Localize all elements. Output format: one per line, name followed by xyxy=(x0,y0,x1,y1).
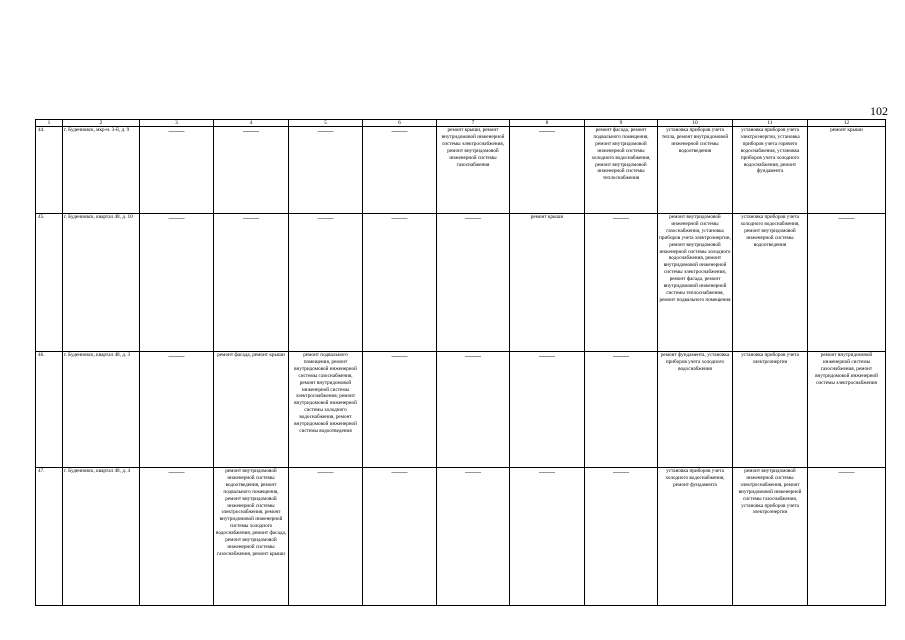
table-cell: установка приборов учета электроэнергии xyxy=(733,352,808,468)
column-number-8: 8 xyxy=(510,120,585,127)
table-row xyxy=(36,127,886,214)
table-cell xyxy=(140,468,214,606)
table-cell: установка приборов учета тепла, ремонт внутридомовой инженерной системы водоотведения xyxy=(658,127,733,214)
empty-cell-dash: —— xyxy=(168,126,185,135)
table-cell xyxy=(437,352,510,468)
empty-cell-dash: —— xyxy=(539,467,555,476)
empty-cell-dash: —— xyxy=(243,213,259,222)
table-cell: установка приборов учета холодного водоснабжения, ремонт внутридомовой инженерной системы водоотведения xyxy=(733,214,808,352)
page-number: 102 xyxy=(870,104,888,118)
empty-cell-dash: —— xyxy=(539,351,555,360)
table-cell: ремонт подвального помещения, ремонт внутридомовой инженерной системы газоснабжения, ремонт внутридомовой инженерной системы электроснабжения, ремонт внутридомовой инженерной системы холодного водоснабжения, ремонт внутридомовой инженерной системы водоотведения xyxy=(289,352,363,468)
column-number-7: 7 xyxy=(437,120,510,127)
table-cell xyxy=(363,214,437,352)
empty-cell-dash: —— xyxy=(317,126,334,135)
table-cell xyxy=(363,468,437,606)
table-cell: ремонт фасада, ремонт крыши xyxy=(214,352,289,468)
table-cell xyxy=(289,468,363,606)
empty-cell-dash: —— xyxy=(391,467,408,476)
column-number-6: 6 xyxy=(363,120,437,127)
table-cell: ремонт крыши xyxy=(510,214,585,352)
table-cell: установка приборов учета холодного водоснабжения, ремонт фундамента xyxy=(658,468,733,606)
table-cell xyxy=(510,352,585,468)
address-cell: г. Буденновск, квартал 48, д. 10 xyxy=(63,214,140,352)
table-cell xyxy=(289,214,363,352)
table-cell xyxy=(289,127,363,214)
table-cell xyxy=(214,214,289,352)
table-cell xyxy=(510,127,585,214)
column-number-4: 4 xyxy=(214,120,289,127)
address-cell: г. Буденновск, квартал 48, д. 4 xyxy=(63,468,140,606)
empty-cell-dash: —— xyxy=(539,126,555,135)
table-cell xyxy=(140,352,214,468)
column-number-9: 9 xyxy=(585,120,658,127)
empty-cell-dash: —— xyxy=(317,213,334,222)
column-number-2: 2 xyxy=(63,120,140,127)
table-cell xyxy=(363,352,437,468)
column-number-5: 5 xyxy=(289,120,363,127)
empty-cell-dash: —— xyxy=(838,467,855,476)
table-row xyxy=(36,468,886,606)
table-cell xyxy=(363,127,437,214)
table-cell: ремонт фасада, ремонт подвального помещения, ремонт внутридомовой инженерной системы холодного водоснабжения, ремонт внутридомовой инженерной системы теплоснабжения xyxy=(585,127,658,214)
table-cell: установка приборов учета электроэнергии, установка приборов учета горячего водоснабжения, установка приборов учета холодного водоснабжения, ремонт фундамента xyxy=(733,127,808,214)
empty-cell-dash: —— xyxy=(168,213,185,222)
empty-cell-dash: —— xyxy=(168,351,185,360)
empty-cell-dash: —— xyxy=(391,351,408,360)
column-number-11: 11 xyxy=(733,120,808,127)
table-cell: ремонт фундамента, установка приборов учета холодного водоснабжения xyxy=(658,352,733,468)
empty-cell-dash: —— xyxy=(465,213,481,222)
table-cell: ремонт крыши, ремонт внутридомовой инженерной системы электроснабжения, ремонт внутридомовой инженерной системы газоснабжения xyxy=(437,127,510,214)
table-cell xyxy=(437,468,510,606)
empty-cell-dash: —— xyxy=(391,126,408,135)
empty-cell-dash: —— xyxy=(465,351,481,360)
empty-cell-dash: —— xyxy=(243,126,259,135)
column-number-12: 12 xyxy=(808,120,886,127)
table-cell: ремонт внутридомовой инженерной системы газоснабжения, установка приборов учета электроэнергии, ремонт внутридомовой инженерной системы холодного водоснабжения, ремонт внутридомовой инженерной системы электроснабжения, ремонт фасада, ремонт внутридомовой инженерной системы теплоснабжения, ремонт подвального помещения xyxy=(658,214,733,352)
column-number-10: 10 xyxy=(658,120,733,127)
empty-cell-dash: —— xyxy=(613,213,629,222)
empty-cell-dash: —— xyxy=(465,467,481,476)
table-cell xyxy=(585,468,658,606)
table-cell xyxy=(808,214,886,352)
empty-cell-dash: —— xyxy=(317,467,334,476)
row-number: 46. xyxy=(36,352,63,468)
address-cell: г. Буденновск, квартал 48, д. 3 xyxy=(63,352,140,468)
address-cell: г. Буденновск, мкр-н. 3-й, д. 9 xyxy=(63,127,140,214)
table-row xyxy=(36,214,886,352)
table-cell xyxy=(808,468,886,606)
table-cell: ремонт крыши xyxy=(808,127,886,214)
table-cell xyxy=(214,127,289,214)
empty-cell-dash: —— xyxy=(613,467,629,476)
table-row xyxy=(36,352,886,468)
row-number: 45. xyxy=(36,214,63,352)
table-cell: ремонт внутридомовой инженерной системы электроснабжения, ремонт внутридомовой инженерной системы газоснабжения, установка приборов учета электроэнергии xyxy=(733,468,808,606)
table-cell xyxy=(140,127,214,214)
column-number-3: 3 xyxy=(140,120,214,127)
empty-cell-dash: —— xyxy=(838,213,855,222)
column-number-1: 1 xyxy=(36,120,63,127)
column-number-row xyxy=(36,120,886,127)
works-table xyxy=(35,119,886,606)
empty-cell-dash: —— xyxy=(613,351,629,360)
table-cell xyxy=(510,468,585,606)
table-cell xyxy=(585,352,658,468)
empty-cell-dash: —— xyxy=(391,213,408,222)
table-cell xyxy=(437,214,510,352)
empty-cell-dash: —— xyxy=(168,467,185,476)
table-cell xyxy=(585,214,658,352)
table-cell xyxy=(140,214,214,352)
row-number: 44. xyxy=(36,127,63,214)
row-number: 47. xyxy=(36,468,63,606)
table-cell: ремонт внутридомовой инженерной системы водоотведения, ремонт подвального помещения, ремонт внутридомовой инженерной системы электроснабжения, ремонт внутридомовой инженерной системы холодного водоснабжения, ремонт фасада, ремонт внутридомовой инженерной системы газоснабжения, ремонт крыши xyxy=(214,468,289,606)
table-cell: ремонт внутридомовой инженерной системы газоснабжения, ремонт внутридомовой инженерной системы электроснабжения xyxy=(808,352,886,468)
